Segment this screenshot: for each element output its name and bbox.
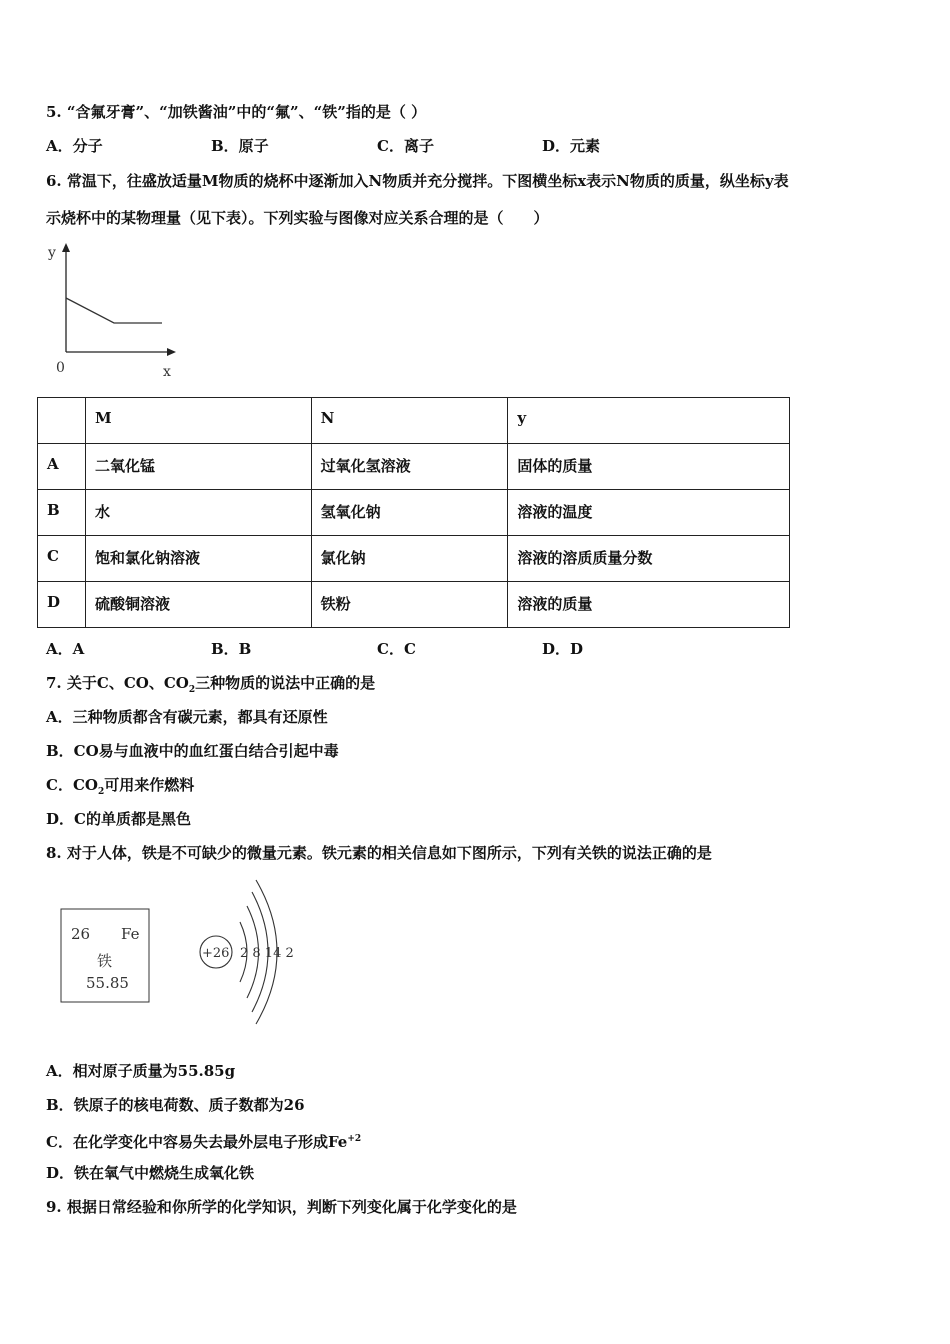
table-cell: 氢氧化钠 <box>311 490 508 536</box>
table-cell: 铁粉 <box>311 582 508 628</box>
nucleus-charge: +26 <box>202 946 230 961</box>
q5-option-c: C．离子 <box>377 137 434 155</box>
q7-option-c-post: 可用来作燃料 <box>104 776 195 794</box>
q6-graph <box>40 240 190 385</box>
table-cell: 氯化钠 <box>311 536 508 582</box>
table-row <box>38 490 790 536</box>
q8-option-d: D．铁在氧气中燃烧生成氧化铁 <box>46 1164 255 1182</box>
table-cell: 溶液的溶质质量分数 <box>508 536 790 582</box>
table-header-cell <box>38 398 86 444</box>
q8-option-b: B．铁原子的核电荷数、质子数都为26 <box>46 1096 305 1114</box>
graph-x-arrow <box>167 348 176 356</box>
q5-option-a: A．分子 <box>46 137 103 155</box>
table-cell: 过氧化氢溶液 <box>311 444 508 490</box>
q7-stem-post: 三种物质的说法中正确的是 <box>195 674 376 692</box>
q6-option-c: C．C <box>377 640 416 658</box>
q5-option-b: B．原子 <box>211 137 269 155</box>
q5-stem: 5. “含氟牙膏”、“加铁酱油”中的“氟”、“铁”指的是（ ） <box>46 103 427 121</box>
table-cell: 固体的质量 <box>508 444 790 490</box>
element-number: 26 <box>71 925 91 943</box>
q7-option-d: D．C的单质都是黑色 <box>46 810 191 828</box>
q7-stem-pre: 7. 关于C、CO、CO <box>46 674 189 692</box>
q8-option-a: A．相对原子质量为55.85g <box>46 1062 236 1080</box>
q6-option-a: A．A <box>46 640 85 658</box>
graph-origin-label: 0 <box>56 360 65 376</box>
table-cell: A <box>38 444 86 490</box>
q8-atom-diagram <box>190 876 310 1028</box>
q7-option-c-pre: C．CO <box>46 776 98 794</box>
table-cell: B <box>38 490 86 536</box>
table-cell: 二氧化锰 <box>85 444 311 490</box>
q6-option-b: B．B <box>211 640 252 658</box>
q8-option-c <box>46 1129 361 1152</box>
table-cell: C <box>38 536 86 582</box>
q7-option-c-sub: 2 <box>97 787 105 797</box>
q9-stem: 9. 根据日常经验和你所学的化学知识，判断下列变化属于化学变化的是 <box>46 1198 517 1216</box>
q7-option-a: A．三种物质都含有碳元素，都具有还原性 <box>46 708 328 726</box>
q8-option-c-sup: +2 <box>347 1134 362 1144</box>
electron-counts: 2 8 14 2 <box>240 946 294 961</box>
table-cell: 水 <box>85 490 311 536</box>
q7-stem <box>46 673 375 700</box>
table-header-cell: y <box>508 398 790 444</box>
table-cell: 饱和氯化钠溶液 <box>85 536 311 582</box>
graph-x-label: x <box>163 364 171 380</box>
table-cell: 溶液的质量 <box>508 582 790 628</box>
table-header-cell: N <box>311 398 508 444</box>
table-row <box>38 582 790 628</box>
graph-y-label: y <box>48 245 56 261</box>
q7-option-b: B．CO易与血液中的血红蛋白结合引起中毒 <box>46 742 339 760</box>
q6-table <box>37 397 790 628</box>
table-cell: 溶液的温度 <box>508 490 790 536</box>
q8-stem: 8. 对于人体，铁是不可缺少的微量元素。铁元素的相关信息如下图所示，下列有关铁的说法正确的是 <box>46 844 712 862</box>
q8-element-card <box>55 902 160 1010</box>
element-mass: 55.85 <box>86 974 129 992</box>
q7-option-c <box>46 775 194 802</box>
q7-stem-sub: 2 <box>188 685 196 695</box>
table-cell: 硫酸铜溶液 <box>85 582 311 628</box>
q8-option-c-pre: C．在化学变化中容易失去最外层电子形成Fe <box>46 1133 348 1151</box>
element-symbol: Fe <box>121 925 140 943</box>
table-header-row <box>38 398 790 444</box>
element-name: 铁 <box>97 952 113 970</box>
table-row <box>38 536 790 582</box>
table-row <box>38 444 790 490</box>
graph-curve <box>66 298 162 323</box>
table-header-cell: M <box>85 398 311 444</box>
graph-y-arrow <box>62 243 70 252</box>
table-cell: D <box>38 582 86 628</box>
q5-option-d: D．元素 <box>542 137 601 155</box>
q6-stem-line1: 6. 常温下，往盛放适量M物质的烧杯中逐渐加入N物质并充分搅拌。下图横坐标x表示N物质的质量，纵坐标y表 <box>46 172 789 190</box>
q6-option-d: D．D <box>542 640 584 658</box>
q6-stem-line2: 示烧杯中的某物理量（见下表）。下列实验与图像对应关系合理的是（ ） <box>46 209 549 227</box>
